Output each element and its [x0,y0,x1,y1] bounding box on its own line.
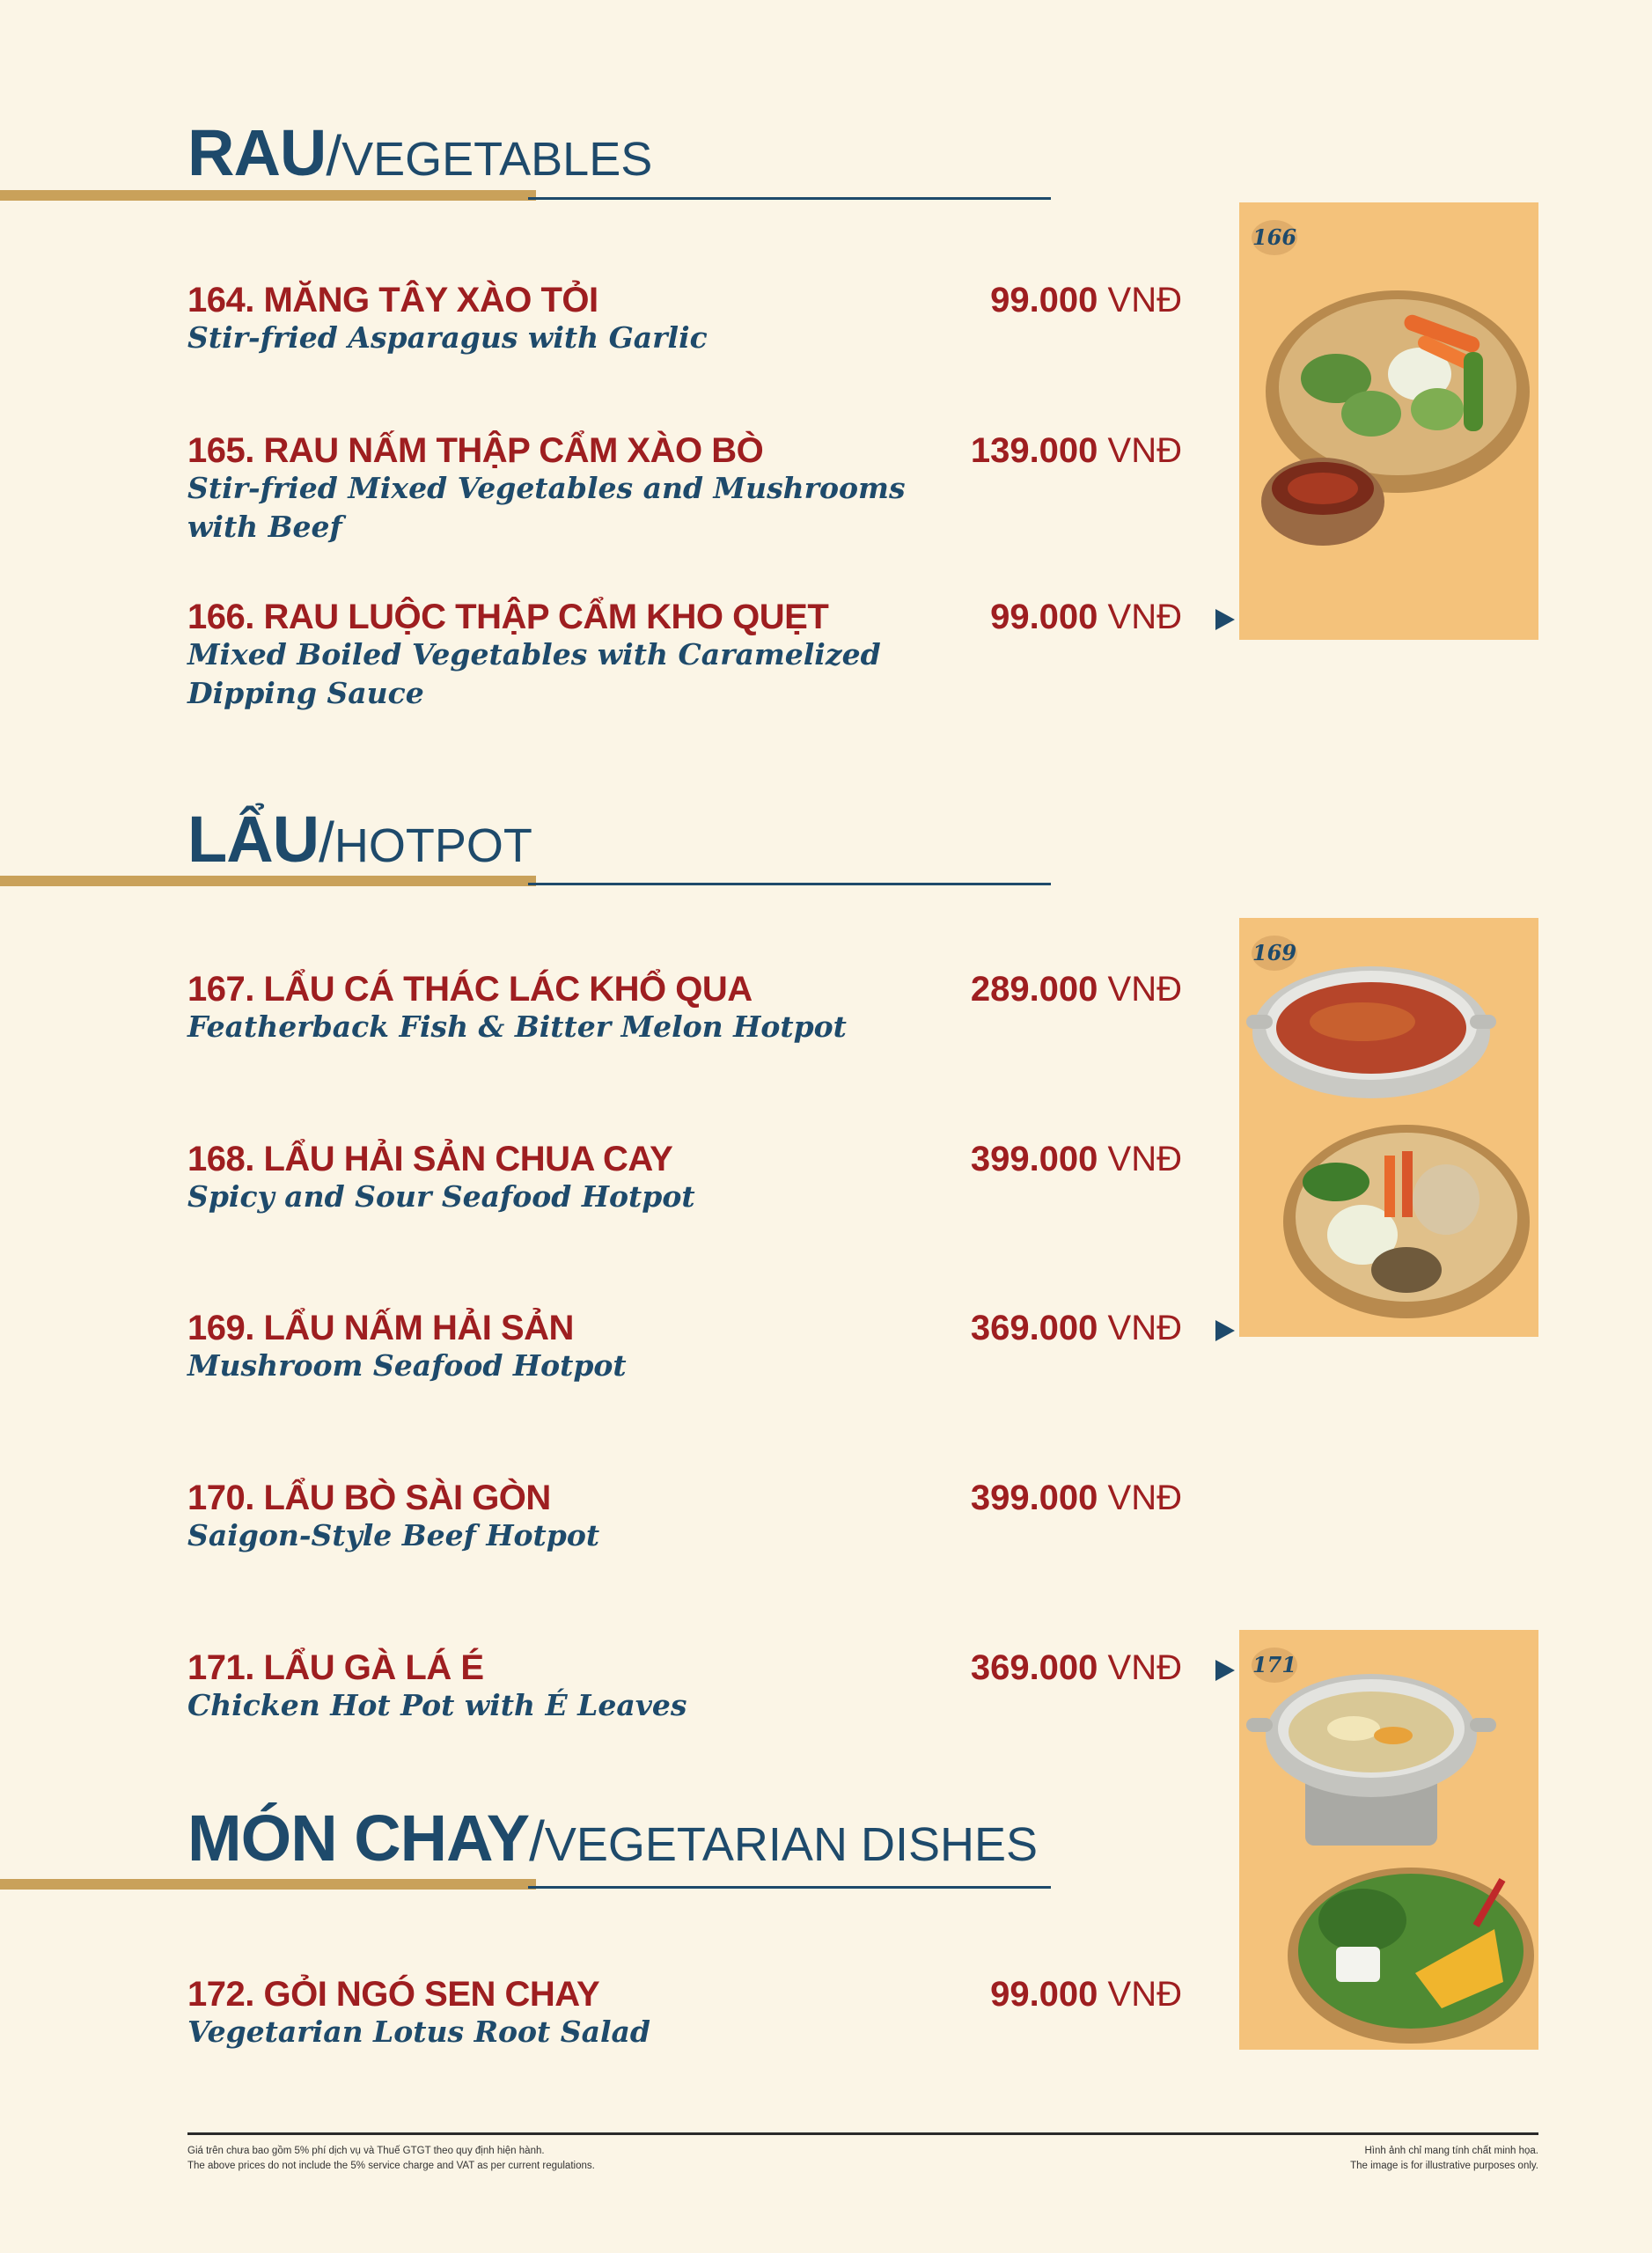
menu-item-172 [187,1976,1235,2051]
menu-item-165 [187,432,1235,547]
section-title-en: VEGETABLES [341,133,653,186]
item-description: Stir-fried Mixed Vegetables and Mushrooms with Beef [187,471,906,544]
footer-divider [187,2132,1538,2135]
item-price: 289.000 VNĐ [970,970,1182,1009]
item-name: 165. RAU NẤM THẬP CẨM XÀO BÒ [187,431,764,470]
item-name: 169. LẨU NẤM HẢI SẢN [187,1309,574,1347]
section-divider [0,1879,1051,1890]
item-description: Chicken Hot Pot with É Leaves [187,1688,687,1722]
menu-item-167 [187,971,1235,1046]
footer-price-note [187,2144,595,2174]
footer-image-note [1350,2144,1538,2174]
item-price: 399.000 VNĐ [970,1140,1182,1178]
menu-item-169 [187,1310,1235,1385]
section-title-vn: RAU [187,116,327,189]
item-price: 99.000 VNĐ [990,281,1182,319]
footer-note-vn: Giá trên chưa bao gồm 5% phí dịch vụ và Thuế GTGT theo quy định hiện hành. [187,2146,545,2156]
chicken-hotpot-illustration [1239,1630,1538,2050]
section-title-vn: LẨU [187,803,319,876]
item-name: 166. RAU LUỘC THẬP CẨM KHO QUẸT [187,598,829,636]
title-slash: / [529,1809,545,1873]
item-name: 168. LẨU HẢI SẢN CHUA CAY [187,1140,673,1178]
item-description: Mushroom Seafood Hotpot [187,1348,627,1383]
section-title-vn: MÓN CHAY [187,1802,530,1875]
item-price: 399.000 VNĐ [970,1479,1182,1517]
dish-photo-171 [1239,1630,1538,2050]
section-title-en: VEGETARIAN DISHES [544,1818,1038,1871]
section-divider [0,876,1051,886]
item-price: 369.000 VNĐ [970,1648,1182,1687]
title-slash: / [326,124,342,187]
dish-photo-169 [1239,918,1538,1337]
section-divider [0,190,1051,201]
footer-note-en: The above prices do not include the 5% service charge and VAT as per current regulations. [187,2161,595,2171]
item-description: Stir-fried Asparagus with Garlic [187,320,708,355]
item-price: 369.000 VNĐ [970,1309,1182,1347]
footer-note-en: The image is for illustrative purposes only. [1350,2161,1538,2171]
menu-item-170 [187,1479,1235,1555]
dish-photo-166 [1239,202,1538,640]
footer-note-vn: Hình ảnh chỉ mang tính chất minh họa. [1364,2146,1538,2156]
title-slash: / [319,811,334,874]
vegetable-platter-illustration [1239,202,1538,640]
section-title-hotpot [187,803,532,876]
item-description: Featherback Fish & Bitter Melon Hotpot [187,1009,847,1044]
photo-pointer-icon [1215,609,1235,630]
item-name: 164. MĂNG TÂY XÀO TỎI [187,281,598,319]
section-title-en: HOTPOT [334,819,532,872]
item-description: Vegetarian Lotus Root Salad [187,2014,650,2049]
hotpot-illustration [1239,918,1538,1337]
item-price: 99.000 VNĐ [990,598,1182,636]
section-title-vegetables [187,116,653,189]
photo-badge: 166 [1252,220,1297,255]
photo-pointer-icon [1215,1320,1235,1341]
menu-item-166 [187,598,1235,713]
item-price: 139.000 VNĐ [970,431,1182,470]
item-name: 167. LẨU CÁ THÁC LÁC KHỔ QUA [187,970,753,1009]
item-price: 99.000 VNĐ [990,1975,1182,2014]
item-description: Saigon-Style Beef Hotpot [187,1518,600,1552]
photo-badge: 171 [1252,1648,1297,1683]
menu-item-164 [187,282,1235,357]
item-name: 170. LẨU BÒ SÀI GÒN [187,1479,551,1517]
item-description: Mixed Boiled Vegetables with Caramelized Dipping Sauce [187,637,881,710]
item-name: 172. GỎI NGÓ SEN CHAY [187,1975,600,2014]
section-title-vegetarian [187,1802,1038,1875]
photo-badge: 169 [1252,936,1297,971]
item-name: 171. LẨU GÀ LÁ É [187,1648,484,1687]
menu-item-168 [187,1141,1235,1216]
menu-item-171 [187,1649,1235,1725]
photo-pointer-icon [1215,1660,1235,1681]
item-description: Spicy and Sour Seafood Hotpot [187,1179,695,1214]
